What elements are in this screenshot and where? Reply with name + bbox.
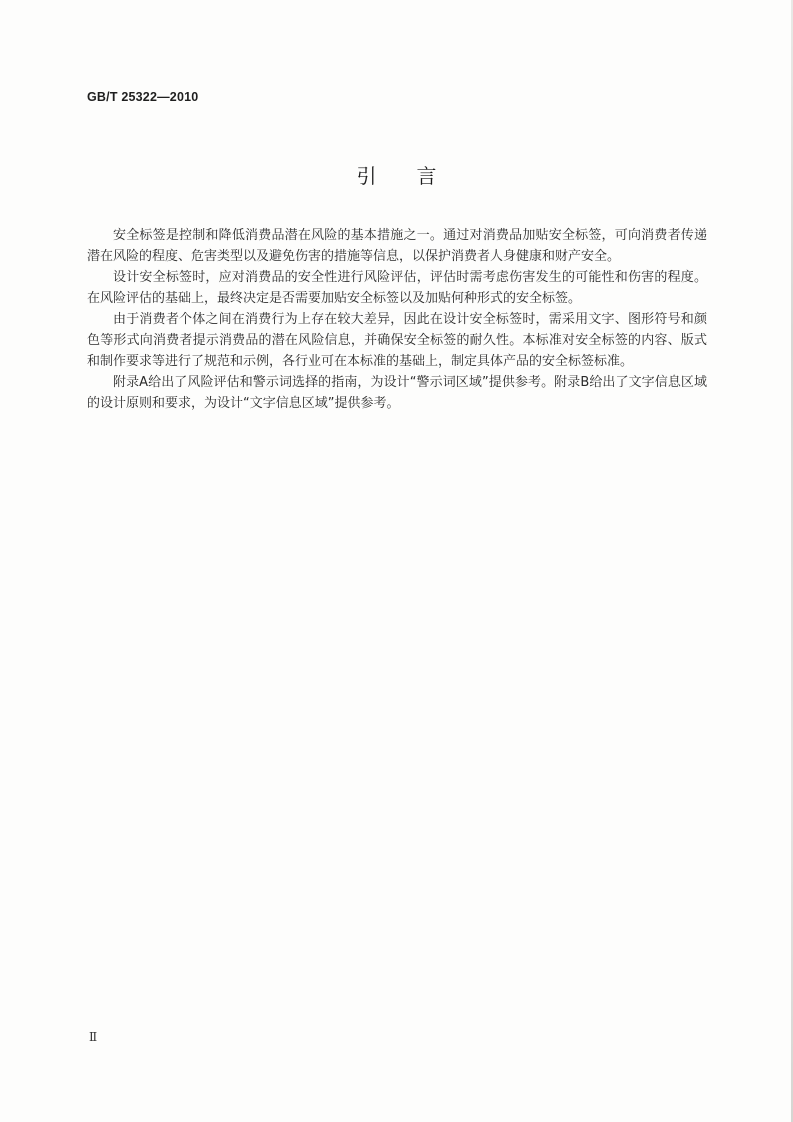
paragraph: 安全标签是控制和降低消费品潜在风险的基本措施之一。通过对消费品加贴安全标签，可向消费者传递潜在风险的程度、危害类型以及避免伤害的措施等信息，以保护消费者人身健康和财产安全。	[87, 228, 707, 264]
page-number: Ⅱ	[89, 1030, 98, 1044]
section-title: 引言	[356, 164, 477, 188]
paragraph: 附录A给出了风险评估和警示词选择的指南，为设计“警示词区域”提供参考。附录B给出了文字信息区域的设计原则和要求，为设计“文字信息区域”提供参考。	[87, 375, 707, 411]
paragraph: 设计安全标签时，应对消费品的安全性进行风险评估，评估时需考虑伤害发生的可能性和伤害的程度。在风险评估的基础上，最终决定是否需要加贴安全标签以及加贴何种形式的安全标签。	[87, 270, 707, 306]
paragraph: 由于消费者个体之间在消费行为上存在较大差异，因此在设计安全标签时，需采用文字、图形符号和颜色等形式向消费者提示消费品的潜在风险信息，并确保安全标签的耐久性。本标准对安全标签的内容、版式和制作要求等进行了规范和示例，各行业可在本标准的基础上，制定具体产品的安全标签标准。	[87, 312, 707, 369]
body-text	[87, 225, 707, 414]
standard-number: GB/T 25322—2010	[87, 90, 199, 104]
